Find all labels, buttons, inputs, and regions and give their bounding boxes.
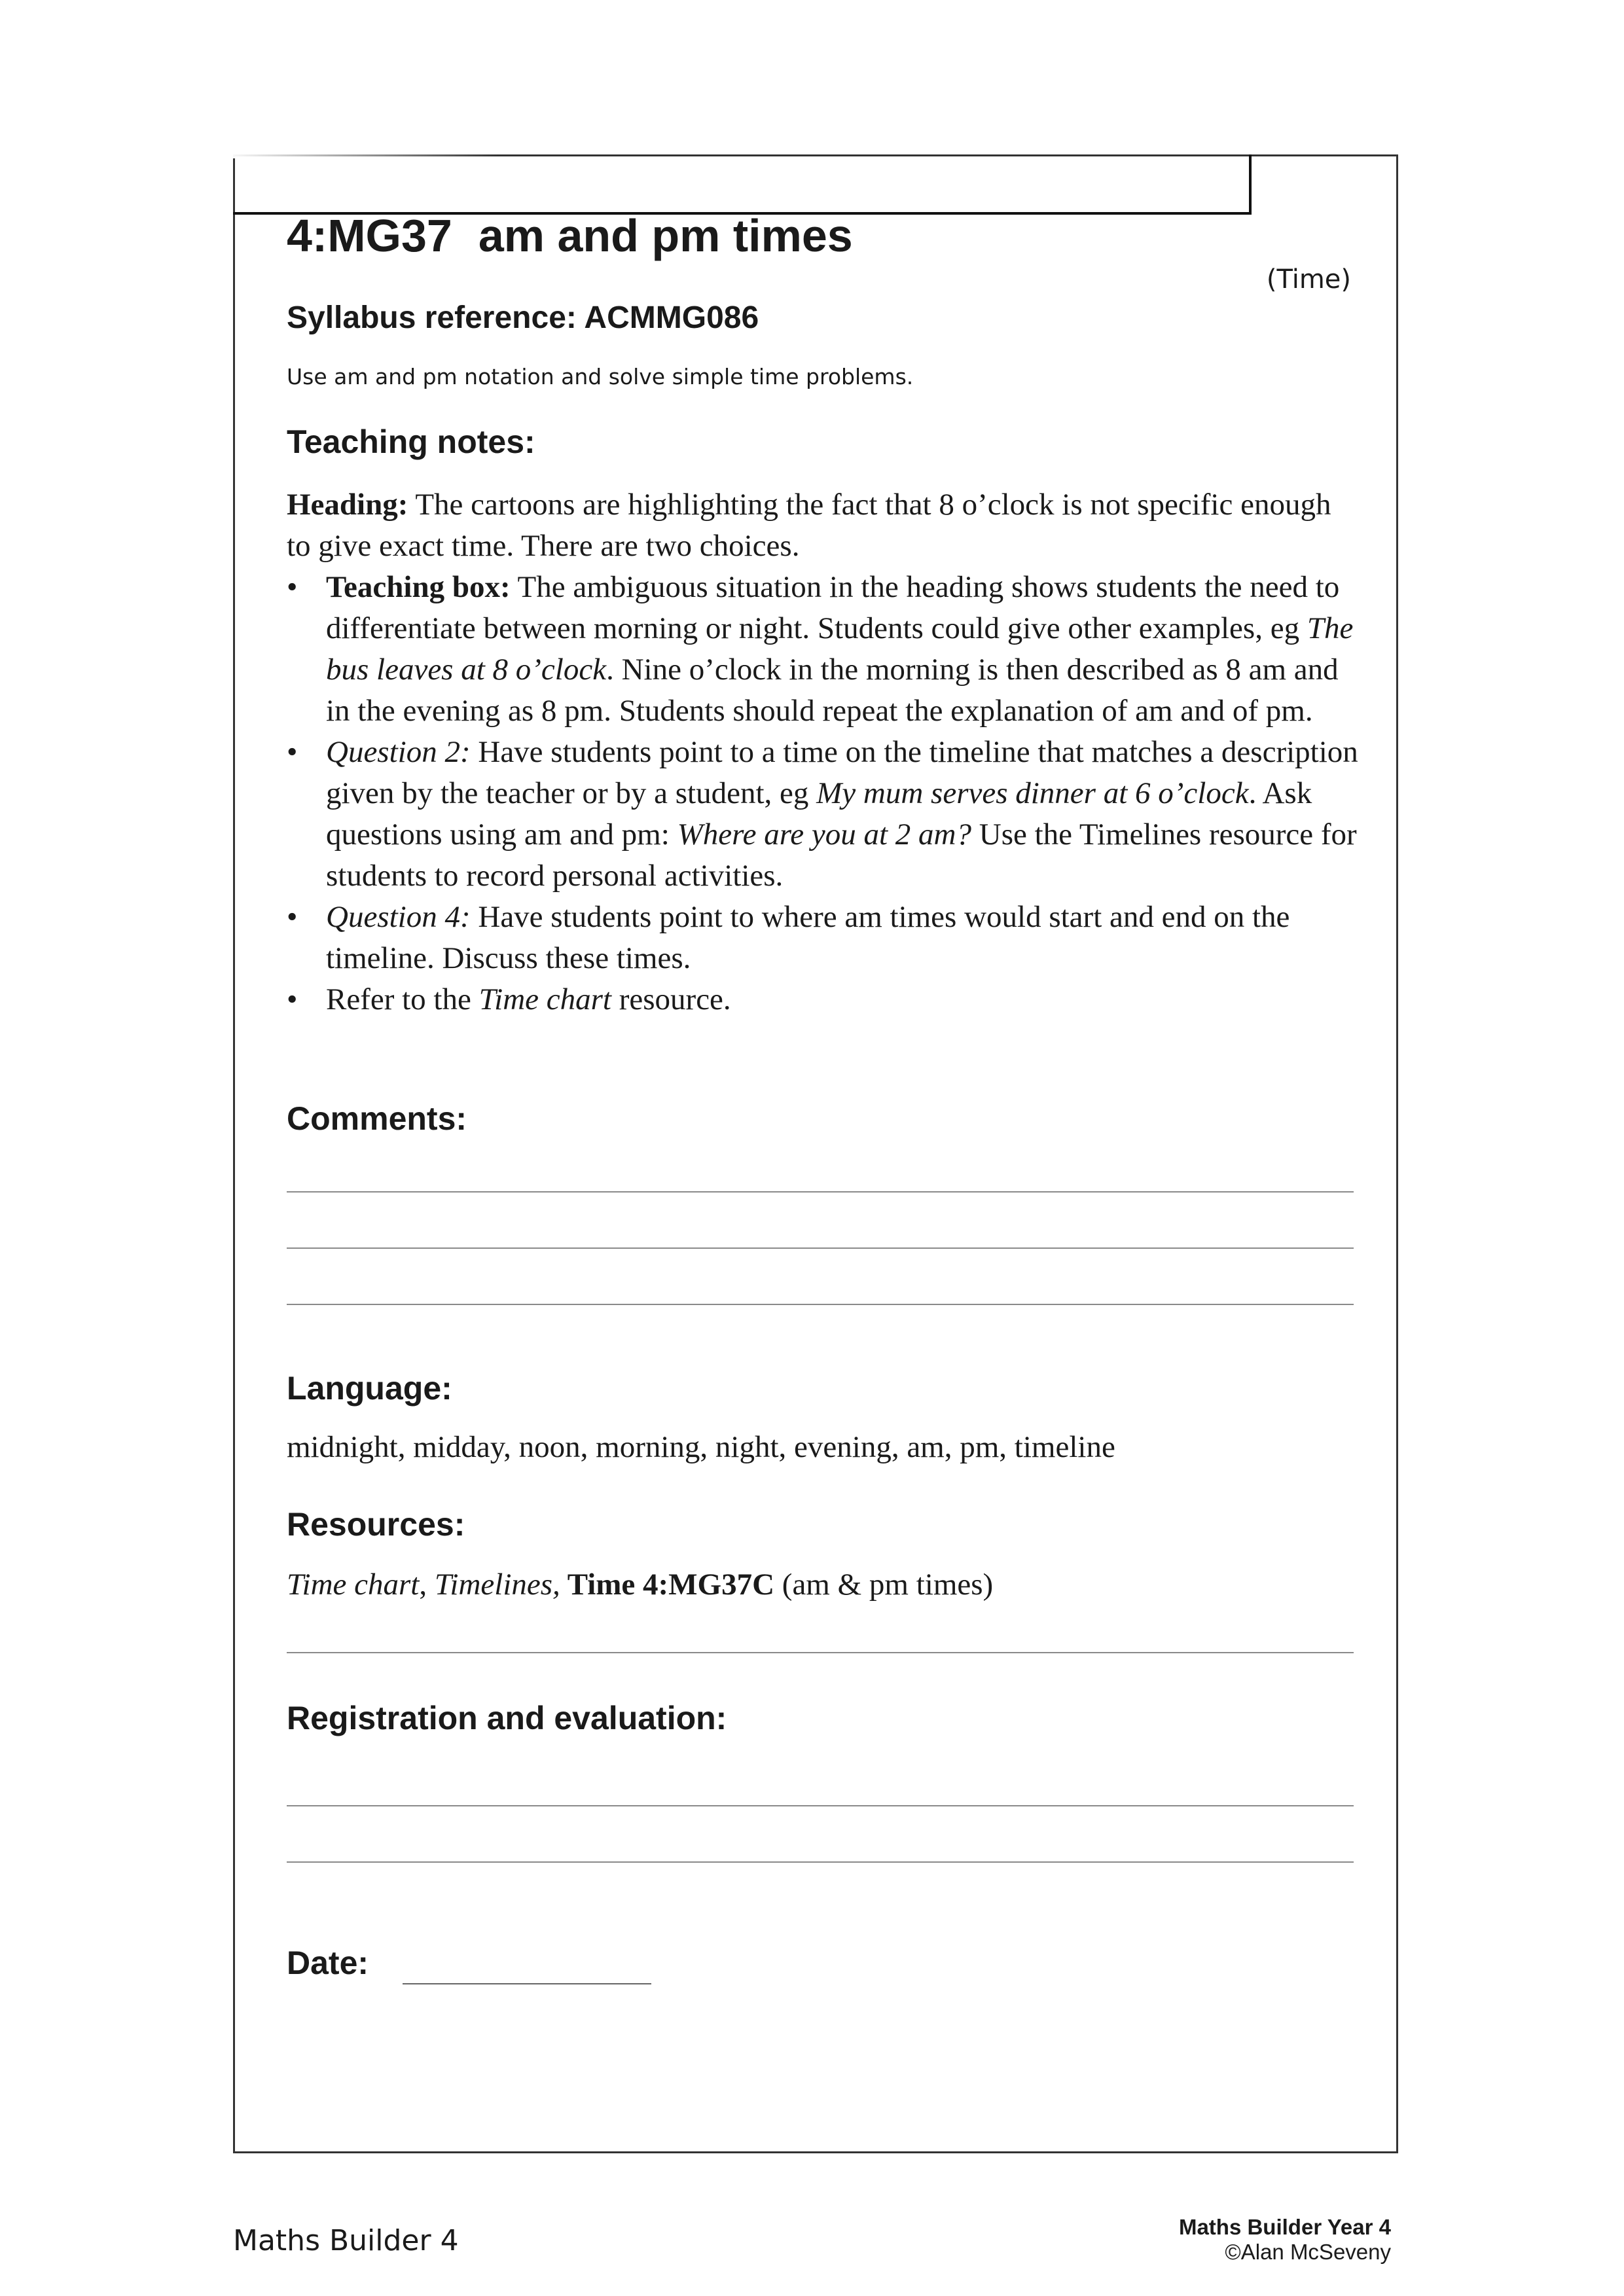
footer-series: Maths Builder Year 4 (1178, 2215, 1391, 2239)
teaching-notes-body (287, 484, 1360, 1020)
footer-credit (1179, 2215, 1391, 2265)
comments-line[interactable] (287, 1191, 1354, 1193)
title-text: am and pm times (478, 210, 853, 261)
title-tab (233, 154, 1252, 215)
comments-line[interactable] (287, 1304, 1354, 1305)
resources-text: Time chart, Timelines, Time 4:MG37C (am & pm times) (287, 1568, 994, 1602)
comments-heading: Comments: (287, 1100, 467, 1137)
date-label: Date: (287, 1945, 369, 1981)
notes-intro: Heading: The cartoons are highlighting the fact that 8 o’clock is not specific enough to give exact time. There are two choices. (287, 488, 1331, 563)
intro-label: Heading: (287, 488, 408, 522)
resources-line[interactable] (287, 1652, 1354, 1653)
list-item: • Teaching box: The ambiguous situation in the heading shows students the need to differentiate between morning or night. Students could give other examples, eg The bus leaves at 8 o’clock. Nine o’clock in the morning is then described as 8 am and in the evening as 8 pm. Students should repeat the explanation of am and of pm. (287, 567, 1360, 732)
footer-copyright: ©Alan McSeveny (1225, 2240, 1391, 2264)
language-heading: Language: (287, 1370, 452, 1407)
list-item: • Refer to the Time chart resource. (287, 979, 1360, 1020)
registration-line[interactable] (287, 1805, 1354, 1806)
registration-heading: Registration and evaluation: (287, 1700, 727, 1736)
strand-label: (Time) (1266, 264, 1351, 295)
page-title (287, 208, 853, 263)
list-item: • Question 4: Have students point to where am times would start and end on the timeline. Discuss these times. (287, 897, 1360, 979)
tab-fade (223, 149, 497, 158)
outcome-description: Use am and pm notation and solve simple time problems. (287, 364, 914, 389)
title-code: 4:MG37 (287, 210, 452, 261)
list-item: • Question 2: Have students point to a time on the timeline that matches a description given by the teacher or by a student, eg My mum serves dinner at 6 o’clock. Ask questions using am and pm: Where are you at 2 am? Use the Timelines resource for students to record personal activities. (287, 732, 1360, 897)
resources-heading: Resources: (287, 1506, 465, 1543)
date-line[interactable] (403, 1983, 651, 1984)
registration-line[interactable] (287, 1861, 1354, 1863)
syllabus-reference: Syllabus reference: ACMMG086 (287, 300, 759, 335)
language-text: midnight, midday, noon, morning, night, evening, am, pm, timeline (287, 1430, 1115, 1464)
teaching-notes-heading: Teaching notes: (287, 423, 535, 460)
notes-list (287, 567, 1360, 1020)
comments-line[interactable] (287, 1247, 1354, 1249)
footer-book-title: Maths Builder 4 (233, 2224, 459, 2257)
